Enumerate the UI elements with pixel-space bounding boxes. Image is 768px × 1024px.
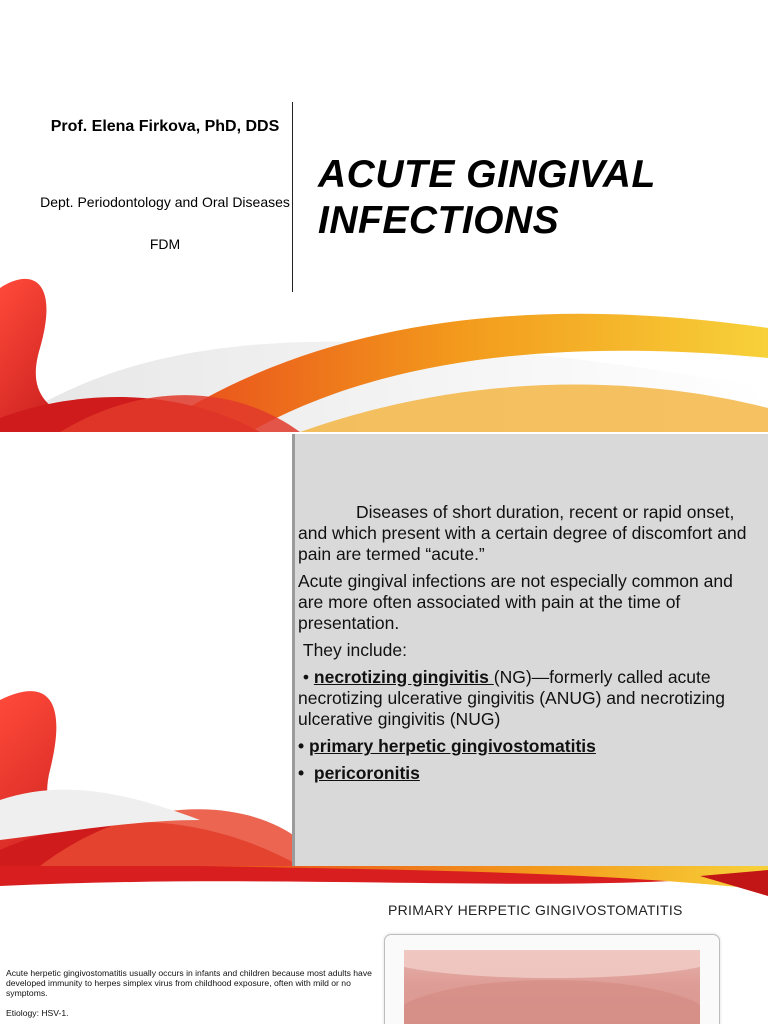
list-item: • pericoronitis: [298, 763, 420, 783]
lip-image: [404, 950, 700, 1024]
faculty-name: FDM: [149, 236, 181, 252]
title-slide: [0, 0, 768, 432]
list-intro: They include:: [302, 640, 407, 660]
context-paragraph: Acute gingival infections are not especially common and are more often associated with pain at the time of presentation.: [298, 571, 733, 633]
clinical-photo: [404, 950, 700, 1024]
slide-title: ACUTE GINGIVAL INFECTIONS: [318, 153, 656, 242]
decorative-waves: [0, 866, 768, 900]
department-name: Dept. Periodontology and Oral Diseases: [40, 194, 290, 210]
list-item: • primary herpetic gingivostomatitis: [298, 736, 596, 756]
list-item: • necrotizing gingivitis (NG)—formerly called acute necrotizing ulcerative gingivitis (ANUG) and necrotizing ulcerative gingivitis (NUG): [298, 667, 725, 729]
vertical-divider: [292, 102, 293, 292]
slide-notes: Acute herpetic gingivostomatitis usually occurs in infants and children because most adults have developed immunity to herpes simplex virus from childhood exposure, often with mild or no symptoms.: [6, 968, 372, 998]
herpetic-slide: [0, 866, 768, 1024]
term-pericoronitis: pericoronitis: [313, 763, 420, 783]
author-name: Prof. Elena Firkova, PhD, DDS: [50, 118, 280, 135]
intro-paragraph: Diseases of short duration, recent or rapid onset, and which present with a certain degree of discomfort and pain are termed “acute.”: [298, 502, 747, 564]
content-slide: [0, 432, 768, 866]
term-primary-herpetic-gingivostomatitis: primary herpetic gingivostomatitis: [309, 736, 596, 756]
term-necrotizing-gingivitis: necrotizing gingivitis: [313, 667, 494, 687]
etiology-text: Etiology: HSV-1.: [6, 1008, 69, 1018]
slide-heading: PRIMARY HERPETIC GINGIVOSTOMATITIS: [388, 902, 683, 918]
slide-body: [298, 502, 758, 790]
decorative-waves: [0, 268, 768, 432]
